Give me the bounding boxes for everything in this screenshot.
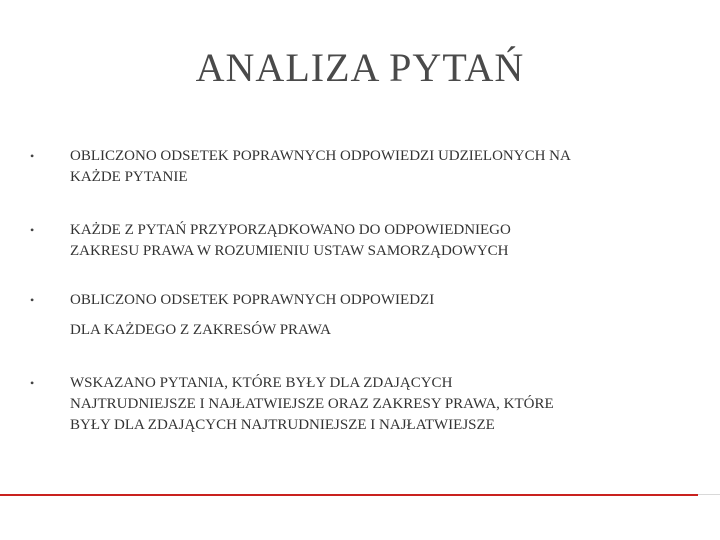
bullet-point-icon: • <box>30 376 35 390</box>
bullet-line: NAJTRUDNIEJSZE I NAJŁATWIEJSZE ORAZ ZAKRESY PRAWA, KTÓRE <box>70 396 554 412</box>
bullet-point-icon: • <box>30 149 35 163</box>
bullet-item <box>30 220 680 262</box>
bullet-text <box>70 290 680 341</box>
bullet-text <box>70 146 680 188</box>
bullet-item <box>30 290 680 341</box>
bullet-line: OBLICZONO ODSETEK POPRAWNYCH ODPOWIEDZI <box>70 292 435 308</box>
bullet-point-icon: • <box>30 293 35 307</box>
bullet-text <box>70 373 680 436</box>
bullet-item <box>30 146 680 188</box>
bullet-item <box>30 373 680 436</box>
bullet-line: BYŁY DLA ZDAJĄCYCH NAJTRUDNIEJSZE I NAJŁATWIEJSZE <box>70 417 495 433</box>
bullet-line: DLA KAŻDEGO Z ZAKRESÓW PRAWA <box>70 322 332 338</box>
bullet-line: KAŻDE PYTANIE <box>70 169 188 185</box>
footer-rule-tail <box>698 494 720 495</box>
slide-title: ANALIZA PYTAŃ <box>195 45 525 90</box>
bullet-text <box>70 220 680 262</box>
footer-accent-rule <box>0 494 698 496</box>
bullet-line: OBLICZONO ODSETEK POPRAWNYCH ODPOWIEDZI UDZIELONYCH NA <box>70 148 571 164</box>
bullet-point-icon: • <box>30 223 35 237</box>
bullet-line: KAŻDE Z PYTAŃ PRZYPORZĄDKOWANO DO ODPOWIEDNIEGO <box>70 222 511 238</box>
bullet-list <box>30 146 680 436</box>
bullet-line: ZAKRESU PRAWA W ROZUMIENIU USTAW SAMORZĄDOWYCH <box>70 243 509 259</box>
bullet-line: WSKAZANO PYTANIA, KTÓRE BYŁY DLA ZDAJĄCYCH <box>70 375 453 391</box>
